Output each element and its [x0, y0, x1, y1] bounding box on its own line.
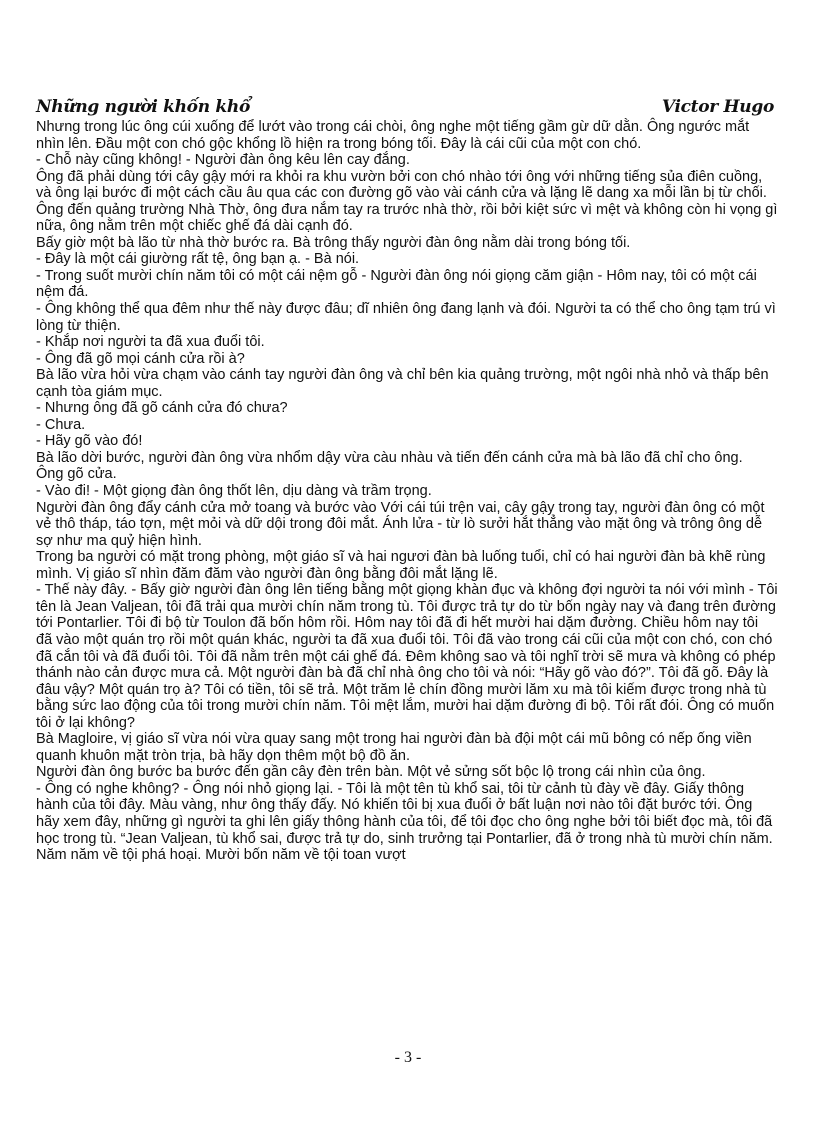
paragraph: Nhưng trong lúc ông cúi xuống để lướt vào trong cái chòi, ông nghe một tiếng gầm gừ dữ dằn. Ông ngước mắt nhìn lên. Đầu một con chó gộc khổng lồ hiện ra trong bóng tối. Đây là cái cũi của một con chó.	[36, 119, 750, 152]
paragraph: Ông đã phải dùng tới cây gậy mới ra khỏi ra khu vườn bởi con chó nhào tới ông với những tiếng sủa điên cuồng, và ông lại bước đi một cách cầu âu qua các con đường gõ vào vài cánh cửa và lặng lẽ dang xa mỗi lần bị từ chối.	[36, 168, 767, 202]
paragraph: - Khắp nơi người ta đã xua đuổi tôi.	[36, 334, 265, 351]
page-number: - 3 -	[394, 1049, 422, 1066]
paragraph: - Ông có nghe không? - Ông nói nhỏ giọng lại. - Tôi là một tên tù khổ sai, tôi từ cảnh tù đày về đây. Giấy thông hành của tôi đây. Màu vàng, như ông thấy đấy. Nó khiến tôi bị xua đuổi ở bất luận nơi nào tôi đặt bước tới. Ông hãy xem đây, những gì người ta ghi lên giấy thông hành của tôi, để tôi đọc cho ông nghe bởi tôi biết đọc mà, tôi đã học trong tù. “Jean Valjean, tù khổ sai, được trả tự do, sinh trưởng tại Pontarlier, đã ở trong nhà tù mười chín năm. Năm năm về tội phá hoại. Mười bốn năm về tội toan vượt	[36, 780, 773, 864]
paragraph: - Hãy gõ vào đó!	[36, 433, 143, 450]
paragraph: Ông gõ cửa.	[36, 466, 117, 483]
paragraph: - Chỗ này cũng không! - Người đàn ông kêu lên cay đắng.	[36, 152, 410, 169]
paragraph: - Ông đã gõ mọi cánh cửa rồi à?	[36, 350, 245, 367]
book-title: Những người khốn khổ	[36, 97, 250, 117]
paragraph: Bấy giờ một bà lão từ nhà thờ bước ra. Bà trông thấy người đàn ông nằm dài trong bóng tối.	[36, 234, 631, 251]
paragraph: Người đàn ông đẩy cánh cửa mở toang và bước vào Với cái túi trện vai, cây gậy trong tay, người đàn ông có một vẻ thô tháp, táo tợn, mệt mỏi và dữ dội trong đôi mắt. Ánh lửa - từ lò sưởi hắt thẳng vào mặt ông và trông ông dễ sợ như ma quỷ hiện hình.	[36, 499, 765, 549]
paragraph: Ông đến quảng trường Nhà Thờ, ông đưa nắm tay ra trước nhà thờ, rồi bởi kiệt sức vì mệt và không còn hi vọng gì nữa, ông nằm trên một chiếc ghế đá dài cạnh đó.	[36, 201, 778, 235]
author-name: Victor Hugo	[661, 97, 774, 117]
paragraph: - Trong suốt mười chín năm tôi có một cái nệm gỗ - Người đàn ông nói giọng căm giận - Hôm nay, tôi có một cái nệm đá.	[36, 267, 757, 301]
paragraph: Bà lão vừa hỏi vừa chạm vào cánh tay người đàn ông và chỉ bên kia quảng trường, một ngôi nhà nhỏ và thấp bên cạnh tòa giám mục.	[36, 367, 769, 400]
paragraph: - Vào đi! - Một giọng đàn ông thốt lên, dịu dàng và trầm trọng.	[36, 483, 432, 500]
paragraph: Bà lão dời bước, người đàn ông vừa nhổm dậy vừa càu nhàu và tiến đến cánh cửa mà bà lão đã chỉ cho ông.	[36, 449, 743, 466]
paragraph: - Nhưng ông đã gõ cánh cửa đó chưa?	[36, 400, 288, 417]
paragraph: - Thế này đây. - Bấy giờ người đàn ông lên tiếng bằng một giọng khàn đục và không đợi người ta nói với mình - Tôi tên là Jean Valjean, tôi đã trải qua mười chín năm trong tù. Tôi được trả tự do từ bốn ngày nay và đang trên đường tới Pontarlier. Tôi đi bộ từ Toulon đã bốn hôm rồi. Hôm nay tôi đã đi hết mười hai dặm đường. Chiều hôm nay tôi đã vào một quán trọ rồi một quán khác, người ta đã xua đuổi tôi. Tôi đã vào trong cái cũi của một con chó, con chó đã cắn tôi và đã đuổi tôi. Tôi đã nằm trên một cái ghế đá. Đêm không sao và tôi nghĩ trời sẽ mưa và không có phép thánh nào cản được mưa cả. Một người đàn bà đã chỉ nhà ông cho tôi và nói: “Hãy gõ vào đó?”. Tôi đã gõ. Đây là đâu vậy? Một quán trọ à? Tôi có tiền, tôi sẽ trả. Một trăm lẻ chín đồng mười lăm xu mà tôi kiếm được trong nhà tù bằng sức lao động của tôi trong mười chín năm. Tôi mệt lắm, mười hai dặm đường đi bộ. Tôi rất đói. Ông có muốn tôi ở lại không?	[36, 582, 778, 731]
paragraph: - Chưa.	[36, 416, 86, 433]
paragraph: - Ông không thể qua đêm như thế này được đâu; dĩ nhiên ông đang lạnh và đói. Người ta có thể cho ông tạm trú vì lòng từ thiện.	[36, 301, 776, 334]
page-header	[36, 97, 774, 121]
paragraph: Bà Magloire, vị giáo sĩ vừa nói vừa quay sang một trong hai người đàn bà đội một cái mũ bông có nếp ống viền quanh khuôn mặt tròn trịa, bà hãy dọn thêm một bộ đồ ăn.	[36, 731, 752, 764]
paragraph: - Đây là một cái giường rất tệ, ông bạn ạ. - Bà nói.	[36, 251, 360, 268]
body-text	[36, 119, 778, 864]
paragraph: Trong ba người có mặt trong phòng, một giáo sĩ và hai ngươi đàn bà luống tuổi, chỉ có hai người đàn bà khẽ rùng mình. Vị giáo sĩ nhìn đăm đăm vào người đàn ông bằng đôi mắt lặng lẽ.	[36, 549, 766, 582]
paragraph: Người đàn ông bước ba bước đến gần cây đèn trên bàn. Một vẻ sửng sốt bộc lộ trong cái nhìn của ông.	[36, 764, 706, 781]
